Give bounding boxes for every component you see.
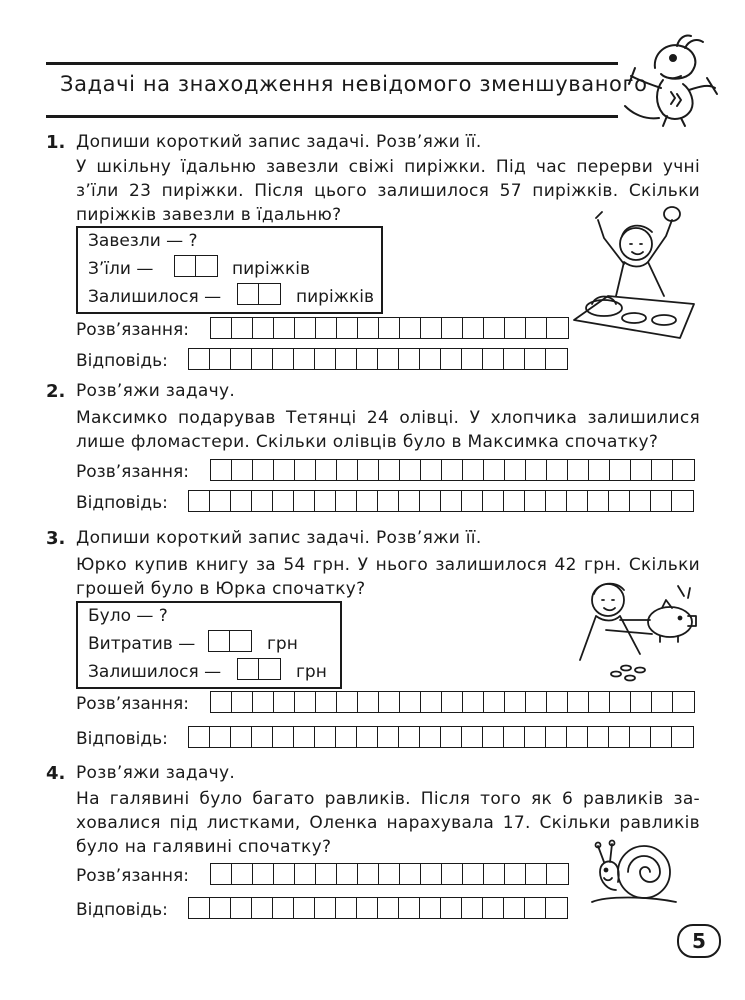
task-3-answer-label: Відповідь: — [76, 729, 168, 749]
task-2-answer-input[interactable] — [188, 490, 694, 512]
task-2-text-line: лише фломастери. Скільки олівців було в Максимка спочатку? — [76, 432, 659, 452]
task-4-text-line: було на галявині спочатку? — [76, 837, 332, 857]
task-3-number: 3. — [46, 528, 66, 549]
task-3-text-line: грошей було в Юрка спочатку? — [76, 579, 366, 599]
task-2-instruction: Розв’яжи задачу. — [76, 381, 236, 401]
task-1-answer-input[interactable] — [188, 348, 568, 370]
task-4-solution-label: Розв’язання: — [76, 866, 189, 886]
task-1-left-input[interactable] — [237, 283, 281, 305]
task-4-text-line: ховалися під листками, Оленка нарахувала 17. Скільки равликів — [76, 813, 700, 833]
task-4-answer-label: Відповідь: — [76, 900, 168, 920]
task-1-eaten-input[interactable] — [174, 255, 218, 277]
task-1-summary-row1: Завезли — ? — [88, 231, 198, 251]
task-4-text-line: На галявині було багато равликів. Після того як 6 равликів за- — [76, 789, 700, 809]
task-3-spent-input[interactable] — [208, 630, 252, 652]
task-3-summary-row3-unit: грн — [296, 662, 327, 682]
task-3-solution-label: Розв’язання: — [76, 694, 189, 714]
task-1-solution-input[interactable] — [210, 317, 569, 339]
dragon-illustration — [615, 28, 720, 128]
task-3-left-input[interactable] — [237, 658, 281, 680]
task-3-text-line: Юрко купив книгу за 54 грн. У нього залишилося 42 грн. Скільки — [76, 555, 700, 575]
task-3-summary-row1: Було — ? — [88, 606, 168, 626]
task-2-solution-label: Розв’язання: — [76, 462, 189, 482]
task-1-summary-row2-label: З’їли — — [88, 259, 154, 279]
task-1-answer-label: Відповідь: — [76, 351, 168, 371]
task-2-number: 2. — [46, 381, 66, 402]
task-1-number: 1. — [46, 132, 66, 153]
task-1-summary-row3-unit: пиріжків — [296, 287, 375, 307]
task-1-text-line: з’їли 23 пиріжки. Після цього залишилося 57 пиріжків. Скільки — [76, 181, 700, 201]
boy-eating-illustration — [568, 200, 698, 340]
task-4-number: 4. — [46, 763, 66, 784]
task-4-answer-input[interactable] — [188, 897, 568, 919]
boy-piggy-bank-illustration — [566, 574, 701, 689]
snail-illustration — [586, 838, 681, 908]
task-3-summary-row2-unit: грн — [267, 634, 298, 654]
page-title: Задачі на знаходження невідомого зменшуваного — [60, 72, 648, 96]
task-1-summary-row3-label: Залишилося — — [88, 287, 222, 307]
task-2-answer-label: Відповідь: — [76, 493, 168, 513]
task-3-instruction: Допиши короткий запис задачі. Розв’яжи її. — [76, 528, 482, 548]
task-4-solution-input[interactable] — [210, 863, 569, 885]
task-3-answer-input[interactable] — [188, 726, 694, 748]
task-2-text-line: Максимко подарував Тетянці 24 олівці. У хлопчика залишилися — [76, 408, 700, 428]
task-1-summary-row2-unit: пиріжків — [232, 259, 311, 279]
page-number: 5 — [677, 924, 721, 958]
task-1-solution-label: Розв’язання: — [76, 320, 189, 340]
task-4-instruction: Розв’яжи задачу. — [76, 763, 236, 783]
task-2-solution-input[interactable] — [210, 459, 695, 481]
task-3-solution-input[interactable] — [210, 691, 695, 713]
task-1-text-line: У шкільну їдальню завезли свіжі пиріжки. Під час перерви учні — [76, 157, 700, 177]
task-3-summary-row3-label: Залишилося — — [88, 662, 222, 682]
task-3-summary-row2-label: Витратив — — [88, 634, 196, 654]
task-1-text-line: пиріжків завезли в їдальню? — [76, 205, 342, 225]
task-1-instruction: Допиши короткий запис задачі. Розв’яжи її. — [76, 132, 482, 152]
